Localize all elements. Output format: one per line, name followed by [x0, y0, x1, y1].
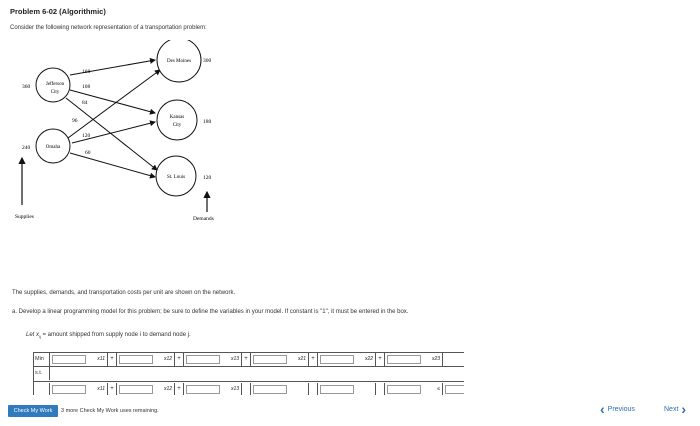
objective-coef-x11[interactable]	[52, 355, 86, 364]
objective-coef-x12[interactable]	[119, 355, 153, 364]
constraint-rhs[interactable]	[445, 385, 464, 394]
var-label: x12	[155, 383, 175, 395]
part-a-prompt: a. Develop a linear programming model for this problem; be sure to define the variables in your model. If constant is "1", it must be entered in the box.	[12, 309, 409, 315]
plus-sign: +	[242, 353, 251, 366]
constraint-blank-3[interactable]	[387, 385, 421, 394]
plus-sign: +	[376, 353, 385, 366]
chevron-right-icon: ›	[681, 401, 687, 417]
node-label: City	[172, 123, 182, 128]
constraint-row-label	[34, 383, 50, 395]
objective-coef-x23[interactable]	[387, 355, 421, 364]
constraint-coef-x12[interactable]	[119, 385, 153, 394]
cost-label: 120	[82, 133, 91, 139]
chevron-left-icon: ‹	[600, 401, 605, 417]
var-label: x11	[88, 353, 108, 366]
check-my-work-button[interactable]: Check My Work	[8, 405, 58, 417]
variable-definition: Let $x_{ij}$ = amount shipped from supply node i to demand node j.	[26, 332, 191, 340]
min-label: Min	[34, 353, 50, 366]
spacer	[242, 383, 251, 395]
objective-row	[34, 353, 443, 366]
node-label: Kansas	[169, 115, 185, 120]
var-label: x23	[423, 353, 443, 366]
blank-cell	[289, 383, 309, 395]
plus-sign: +	[309, 353, 318, 366]
arc-omaha-stlouis	[70, 153, 155, 177]
node-label: City	[50, 90, 60, 95]
next-label: Next	[664, 405, 679, 413]
node-kansas-city	[157, 100, 197, 140]
cost-label: 108	[82, 84, 91, 90]
var-label: x11	[88, 383, 108, 395]
lp-model-table	[33, 352, 464, 395]
objective-coef-x21[interactable]	[253, 355, 287, 364]
previous-label: Previous	[607, 405, 635, 413]
supply-value: 360	[22, 84, 31, 90]
network-diagram	[0, 40, 240, 230]
cost-label: 168	[82, 69, 91, 75]
constraint-row	[34, 383, 464, 395]
problem-intro: Consider the following network representation of a transportation problem:	[10, 25, 207, 31]
var-label: x13	[222, 353, 242, 366]
constraint-blank-2[interactable]	[320, 385, 354, 394]
cost-label: 96	[72, 118, 78, 124]
blank-cell	[356, 383, 376, 395]
var-label: x21	[289, 353, 309, 366]
node-label: St. Louis	[166, 175, 186, 180]
plus-sign: +	[175, 383, 184, 395]
st-row	[34, 367, 50, 380]
remaining-uses-text: 3 more Check My Work uses remaining.	[61, 408, 159, 414]
constraint-coef-x11[interactable]	[52, 385, 86, 394]
constraint-blank-1[interactable]	[253, 385, 287, 394]
supply-value: 240	[22, 145, 31, 151]
cost-label: 84	[82, 100, 88, 106]
node-label: Des Moines	[166, 59, 192, 64]
objective-coef-x13[interactable]	[186, 355, 220, 364]
demands-label: Demands	[193, 216, 214, 222]
arc-jefferson-stlouis	[66, 98, 157, 170]
supplies-label: Supplies	[15, 214, 34, 220]
node-label: Omaha	[45, 145, 61, 150]
node-label: Jefferson	[45, 82, 65, 87]
leq-sign: ≤	[423, 383, 443, 395]
plus-sign: +	[108, 383, 117, 395]
spacer	[376, 383, 385, 395]
plus-sign: +	[108, 353, 117, 366]
constraint-coef-x13[interactable]	[186, 385, 220, 394]
problem-title: Problem 6-02 (Algorithmic)	[10, 7, 106, 16]
var-label: x13	[222, 383, 242, 395]
demand-value: 180	[203, 119, 212, 125]
demand-value: 300	[203, 58, 212, 64]
previous-button[interactable]	[600, 403, 635, 415]
st-label: s.t.	[34, 367, 50, 380]
demand-value: 120	[203, 175, 212, 181]
objective-coef-x22[interactable]	[320, 355, 354, 364]
cost-label: 60	[85, 150, 91, 156]
next-button[interactable]	[664, 403, 686, 415]
plus-sign: +	[175, 353, 184, 366]
var-label: x12	[155, 353, 175, 366]
spacer	[309, 383, 318, 395]
var-label: x22	[356, 353, 376, 366]
costs-note: The supplies, demands, and transportation costs per unit are shown on the network.	[12, 290, 236, 296]
